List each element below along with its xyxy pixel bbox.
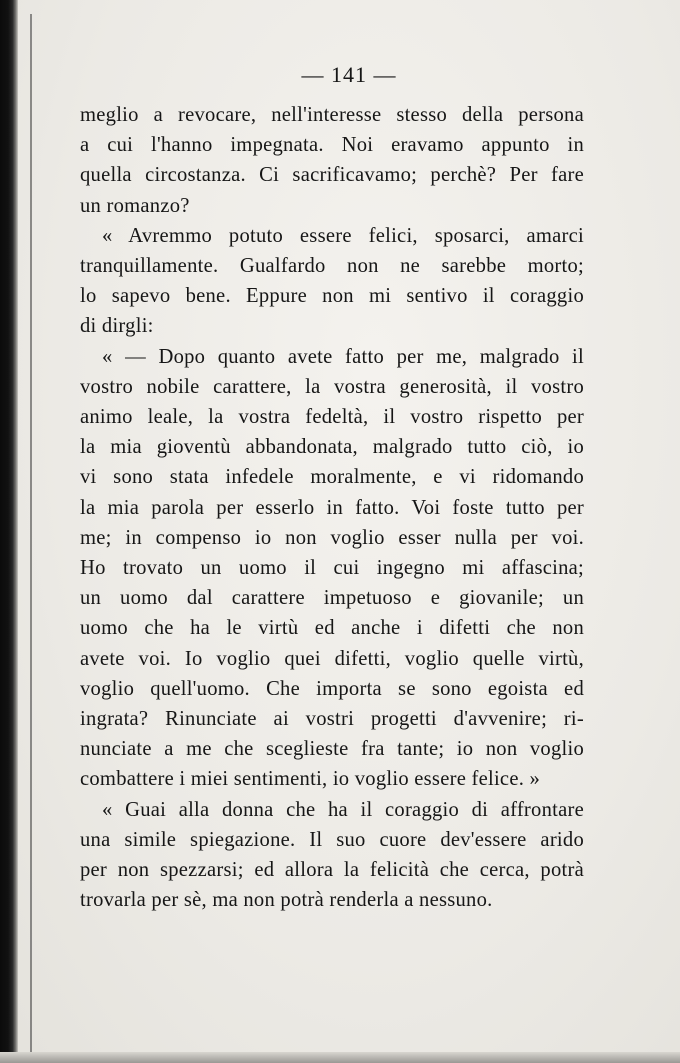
text-line: una simile spiegazione. Il suo cuore dev'essere arido bbox=[80, 828, 584, 851]
text-line: a cui l'hanno impegnata. Noi eravamo appunto in bbox=[80, 134, 584, 157]
text-line: « Avremmo potuto essere felici, sposarci, amarci bbox=[102, 224, 584, 247]
text-line: voglio quell'uomo. Che importa se sono egoista ed bbox=[80, 677, 584, 700]
text-line: Ho trovato un uomo il cui ingegno mi affascina; bbox=[80, 557, 584, 580]
text-line: tranquillamente. Gualfardo non ne sarebbe morto; bbox=[80, 255, 584, 278]
text-line: avete voi. Io voglio quei difetti, voglio quelle virtù, bbox=[80, 647, 584, 670]
page-number-header: — 141 — bbox=[301, 62, 397, 87]
text-line: combattere i miei sentimenti, io voglio essere felice. » bbox=[80, 768, 541, 791]
text-line: trovarla per sè, ma non potrà renderla a nessuno. bbox=[80, 889, 493, 912]
page-bottom-edge bbox=[0, 1052, 680, 1063]
text-line: animo leale, la vostra fedeltà, il vostro rispetto per bbox=[80, 406, 584, 429]
text-line: vostro nobile carattere, la vostra generosità, il vostro bbox=[80, 375, 584, 398]
gutter-line bbox=[30, 14, 32, 1054]
text-line: « — Dopo quanto avete fatto per me, malgrado il bbox=[102, 345, 584, 368]
text-line: me; in compenso io non voglio esser nulla per voi. bbox=[80, 526, 584, 549]
text-line: la mia gioventù abbandonata, malgrado tutto ciò, io bbox=[80, 436, 584, 459]
text-line: uomo che ha le virtù ed anche i difetti che non bbox=[80, 617, 584, 640]
text-line: nunciate a me che sceglieste fra tante; io non voglio bbox=[80, 738, 584, 761]
text-line: per non spezzarsi; ed allora la felicità che cerca, potrà bbox=[80, 859, 584, 882]
body-text bbox=[80, 100, 584, 915]
text-line: di dirgli: bbox=[80, 315, 154, 338]
text-line: quella circostanza. Ci sacrificavamo; perchè? Per fare bbox=[80, 164, 584, 187]
text-line: meglio a revocare, nell'interesse stesso della persona bbox=[80, 104, 584, 126]
text-line: un romanzo? bbox=[80, 194, 190, 217]
text-line: « Guai alla donna che ha il coraggio di affrontare bbox=[102, 798, 584, 821]
book-spine-shadow bbox=[0, 0, 18, 1063]
text-line: un uomo dal carattere impetuoso e giovanile; un bbox=[80, 587, 584, 610]
text-line: vi sono stata infedele moralmente, e vi ridomando bbox=[80, 466, 584, 489]
text-line: la mia parola per esserlo in fatto. Voi foste tutto per bbox=[80, 496, 584, 519]
text-line: ingrata? Rinunciate ai vostri progetti d'avvenire; ri- bbox=[80, 708, 584, 731]
text-line: lo sapevo bene. Eppure non mi sentivo il coraggio bbox=[80, 285, 584, 308]
